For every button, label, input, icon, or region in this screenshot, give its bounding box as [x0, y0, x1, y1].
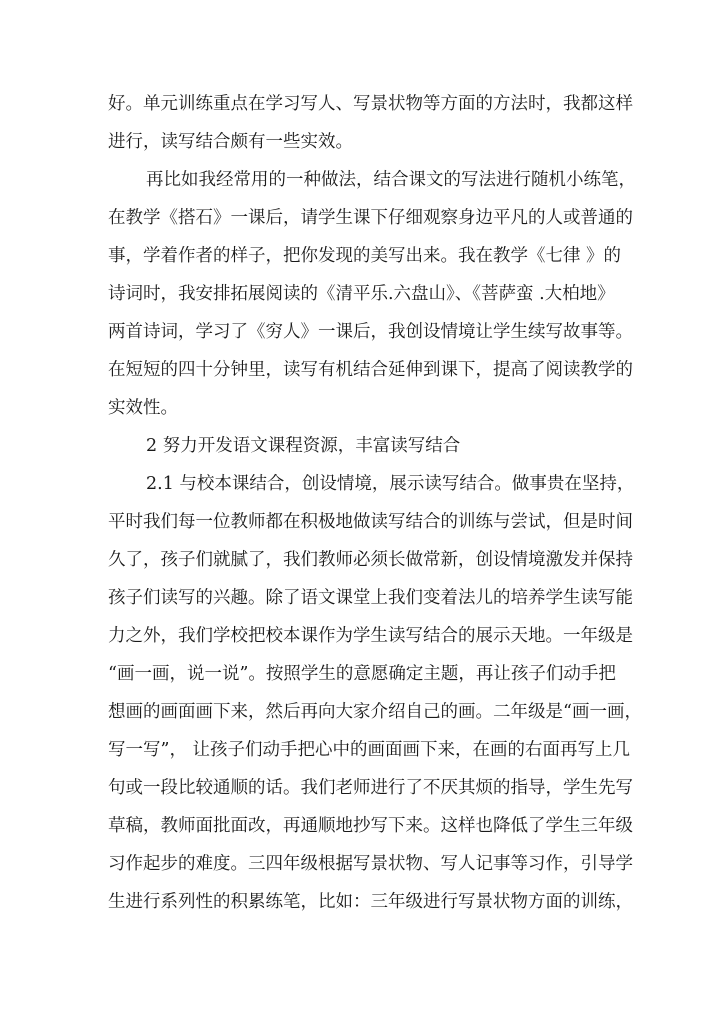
text-line: 力之外，我们学校把校本课作为学生读写结合的展示天地。一年级是 [108, 626, 633, 646]
text-line: 生进行系列性的积累练笔，比如：三年级进行写景状物方面的训练， [108, 892, 633, 912]
text-line: 进行，读写结合颇有一些实效。 [108, 132, 353, 152]
text-line: 草稿，教师面批面改，再通顺地抄写下来。这样也降低了学生三年级 [108, 816, 633, 836]
text-line: “画一画，说一说”。按照学生的意愿确定主题，再让孩子们动手把 [108, 664, 616, 684]
text-line: 句或一段比较通顺的话。我们老师进行了不厌其烦的指导，学生先写 [108, 778, 633, 798]
text-line: 诗词时，我安排拓展阅读的《清平乐.六盘山》、《菩萨蛮 .大柏地》 [108, 284, 615, 304]
subsection-first-line: 2.1 与校本课结合，创设情境，展示读写结合。做事贵在坚持， [146, 474, 635, 494]
section-heading: 2 努力开发语文课程资源，丰富读写结合 [146, 436, 461, 456]
text-line: 好。单元训练重点在学习写人、写景状物等方面的方法时，我都这样 [108, 94, 633, 114]
text-line: 平时我们每一位教师都在积极地做读写结合的训练与尝试，但是时间 [108, 512, 633, 532]
text-line: 想画的画面画下来，然后再向大家介绍自己的画。二年级是“画一画， [108, 702, 642, 722]
text-line: 孩子们读写的兴趣。除了语文课堂上我们变着法儿的培养学生读写能 [108, 588, 633, 608]
text-line: 在短短的四十分钟里，读写有机结合延伸到课下，提高了阅读教学的 [108, 360, 633, 380]
text-line: 在教学《搭石》一课后，请学生课下仔细观察身边平凡的人或普通的 [108, 208, 633, 228]
text-line: 实效性。 [108, 398, 178, 418]
text-line: 事，学着作者的样子，把你发现的美写出来。我在教学《七律 》的 [108, 246, 622, 266]
text-line: 习作起步的难度。三四年级根据写景状物、写人记事等习作，引导学 [108, 854, 633, 874]
text-line: 两首诗词，学习了《穷人》一课后，我创设情境让学生续写故事等。 [108, 322, 633, 342]
text-line: 写一写”， 让孩子们动手把心中的画面画下来，在画的右面再写上几 [108, 740, 631, 760]
text-line: 久了，孩子们就腻了，我们教师必须长做常新，创设情境激发并保持 [108, 550, 633, 570]
paragraph-first-line: 再比如我经常用的一种做法，结合课文的写法进行随机小练笔， [146, 170, 636, 190]
